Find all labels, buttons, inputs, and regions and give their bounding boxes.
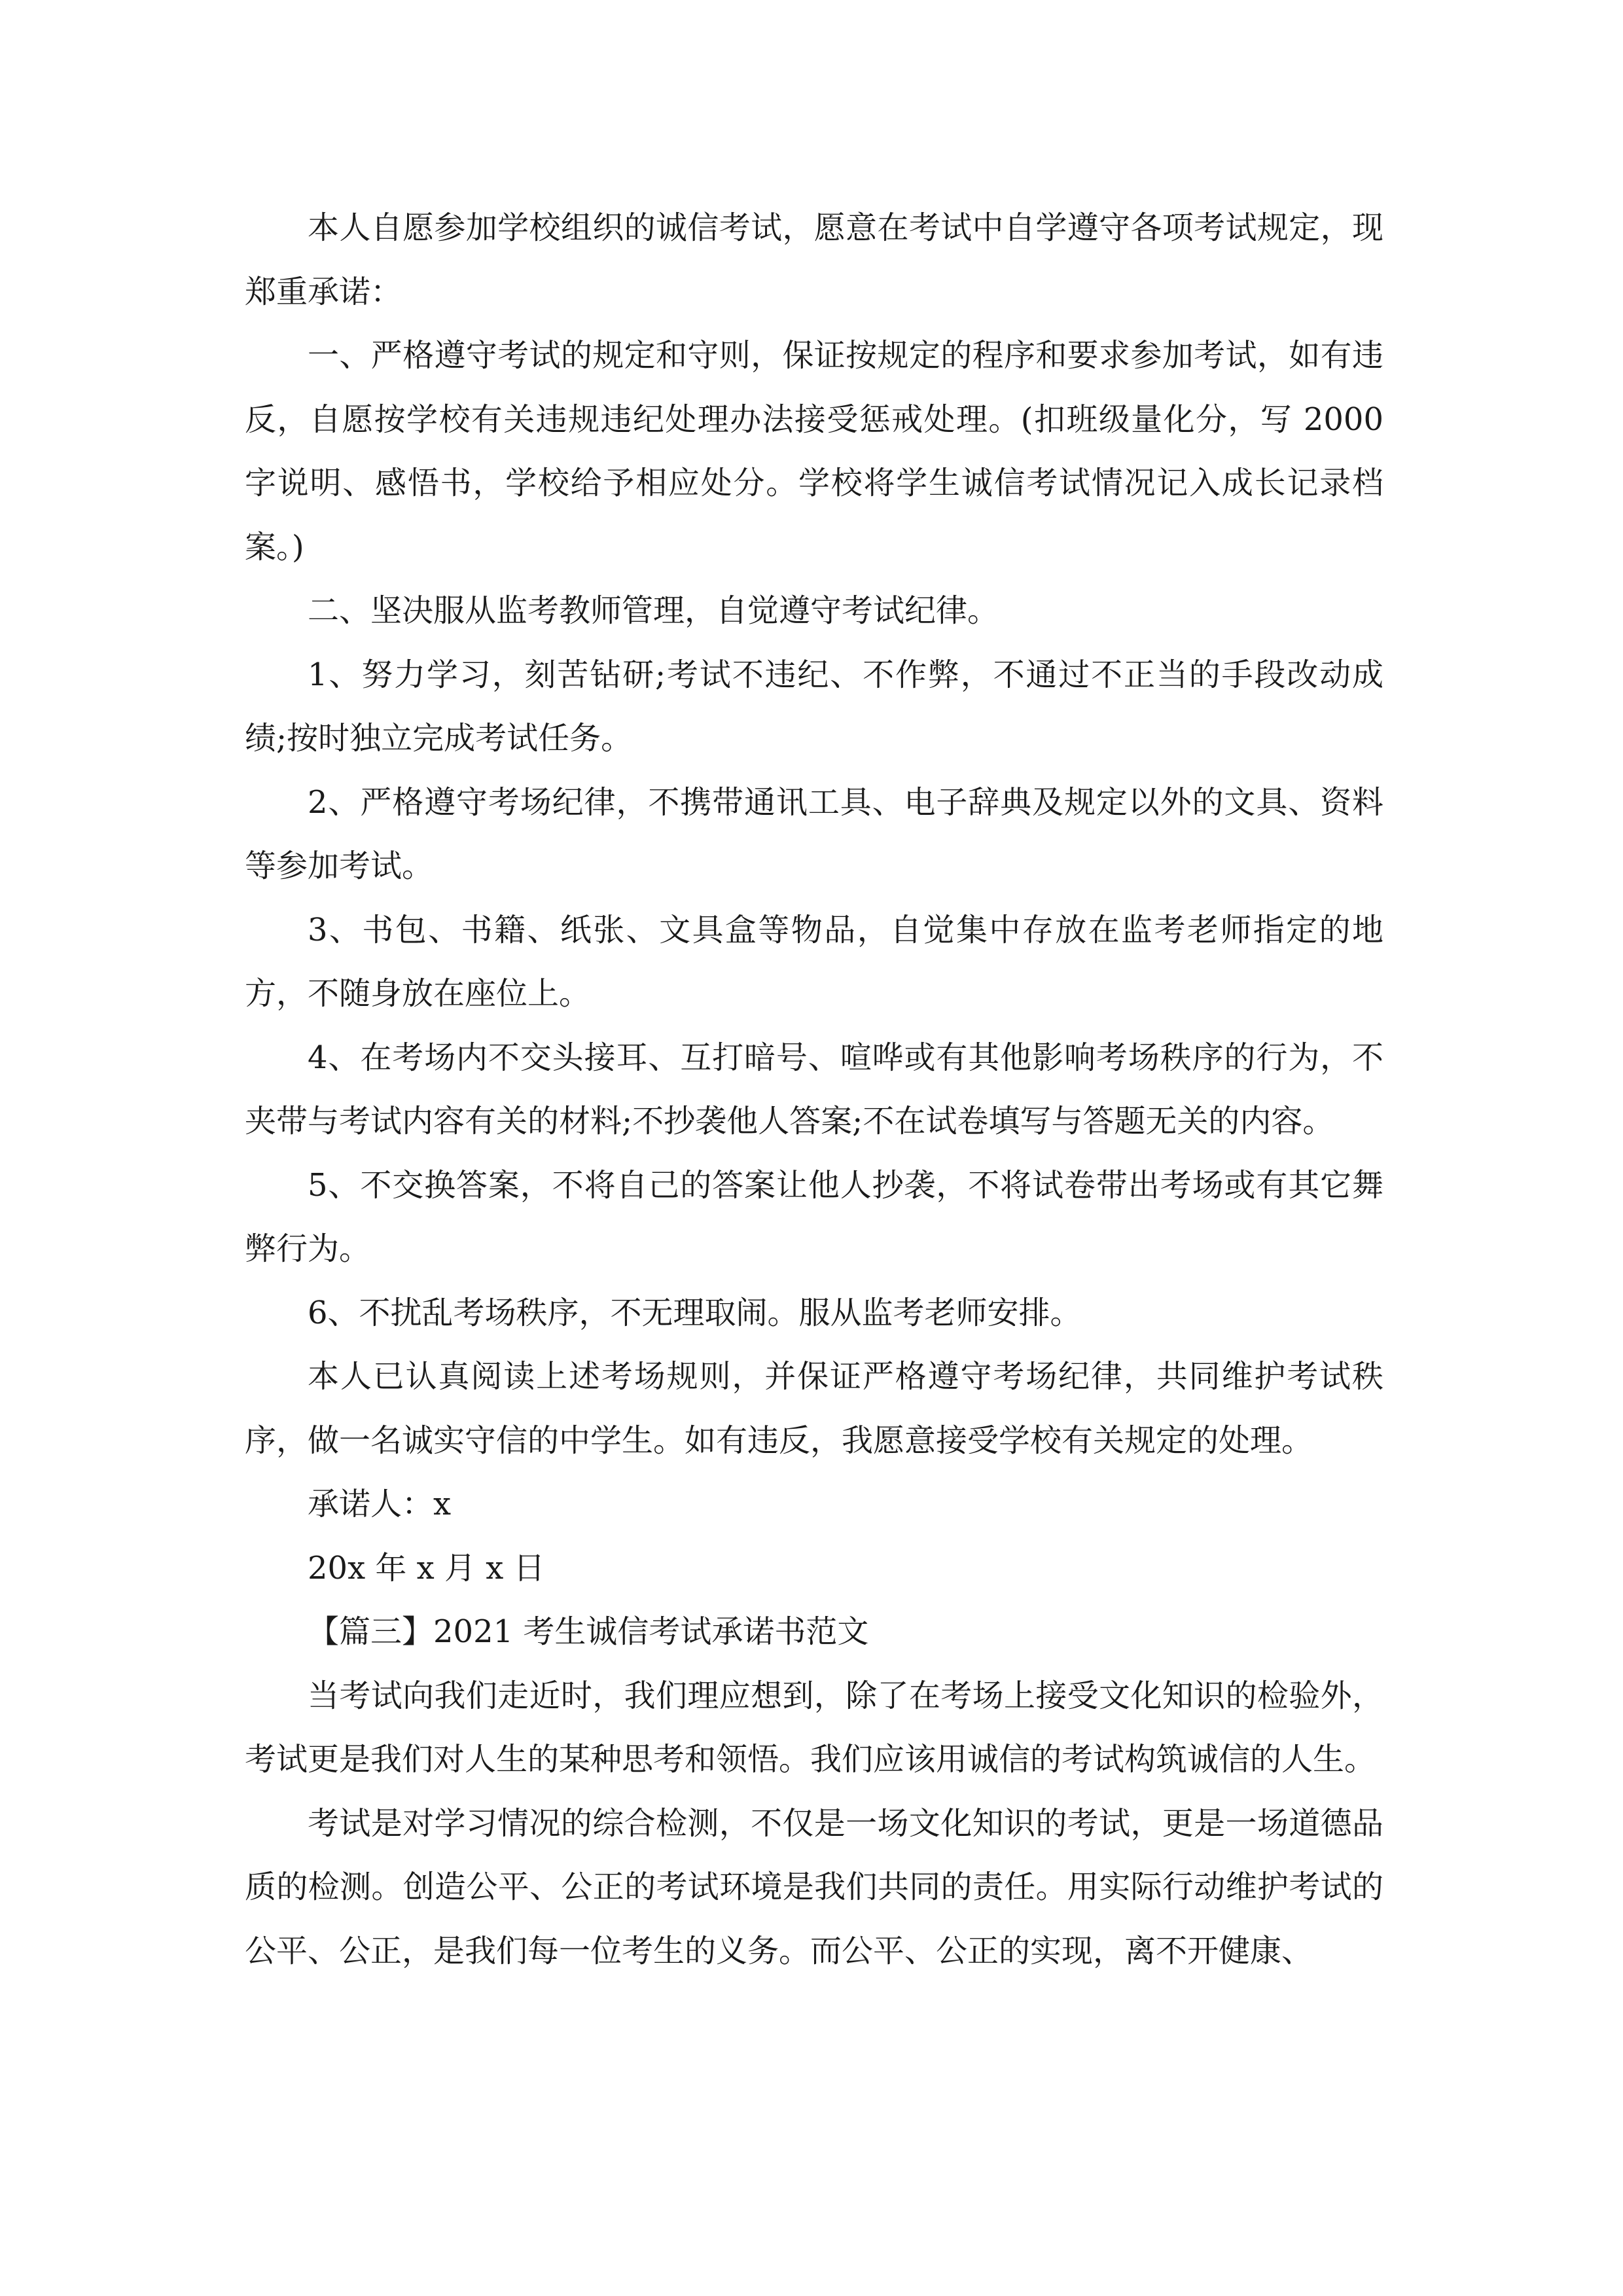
section-heading: 【篇三】2021 考生诚信考试承诺书范文 [308, 1613, 869, 1650]
paragraph-rule-two: 二、坚决服从监考教师管理，自觉遵守考试纪律。 [308, 592, 999, 629]
signatory-line: 承诺人：x [308, 1486, 452, 1522]
section-paragraph-2: 考试是对学习情况的综合检测，不仅是一场文化知识的考试，更是一场道德品质的检测。创造公平、公正的考试环境是我们共同的责任。用实际行动维护考试的公平、公正，是我们每一位考生的义务。而公平、公正的实现，离不开健康、 [245, 1804, 1383, 1969]
paragraph-item-2: 2、严格遵守考场纪律，不携带通讯工具、电子辞典及规定以外的文具、资料等参加考试。 [245, 783, 1383, 884]
paragraph-intro: 本人自愿参加学校组织的诚信考试，愿意在考试中自学遵守各项考试规定，现郑重承诺： [245, 209, 1383, 310]
date-line: 20x 年 x 月 x 日 [308, 1549, 545, 1587]
paragraph-item-5: 5、不交换答案，不将自己的答案让他人抄袭，不将试卷带出考场或有其它舞弊行为。 [245, 1166, 1383, 1267]
section-paragraph-1: 当考试向我们走近时，我们理应想到，除了在考场上接受文化知识的检验外，考试更是我们对人生的某种思考和领悟。我们应该用诚信的考试构筑诚信的人生。 [245, 1677, 1383, 1778]
paragraph-item-3: 3、书包、书籍、纸张、文具盒等物品，自觉集中存放在监考老师指定的地方，不随身放在座位上。 [245, 911, 1383, 1012]
paragraph-rule-one: 一、严格遵守考试的规定和守则，保证按规定的程序和要求参加考试，如有违反，自愿按学校有关违规违纪处理办法接受惩戒处理。(扣班级量化分，写 2000 字说明、感悟书，学校给予相应处分。学校将学生诚信考试情况记入成长记录档案。) [245, 337, 1383, 565]
paragraph-declaration: 本人已认真阅读上述考场规则，并保证严格遵守考场纪律，共同维护考试秩序，做一名诚实守信的中学生。如有违反，我愿意接受学校有关规定的处理。 [245, 1358, 1383, 1459]
paragraph-item-6: 6、不扰乱考场秩序，不无理取闹。服从监考老师安排。 [308, 1294, 1082, 1331]
paragraph-item-1: 1、努力学习，刻苦钻研;考试不违纪、不作弊，不通过不正当的手段改动成绩;按时独立完成考试任务。 [245, 656, 1383, 757]
document-body [245, 196, 1383, 1983]
paragraph-item-4: 4、在考场内不交头接耳、互打暗号、喧哗或有其他影响考场秩序的行为，不夹带与考试内容有关的材料;不抄袭他人答案;不在试卷填写与答题无关的内容。 [245, 1039, 1383, 1139]
